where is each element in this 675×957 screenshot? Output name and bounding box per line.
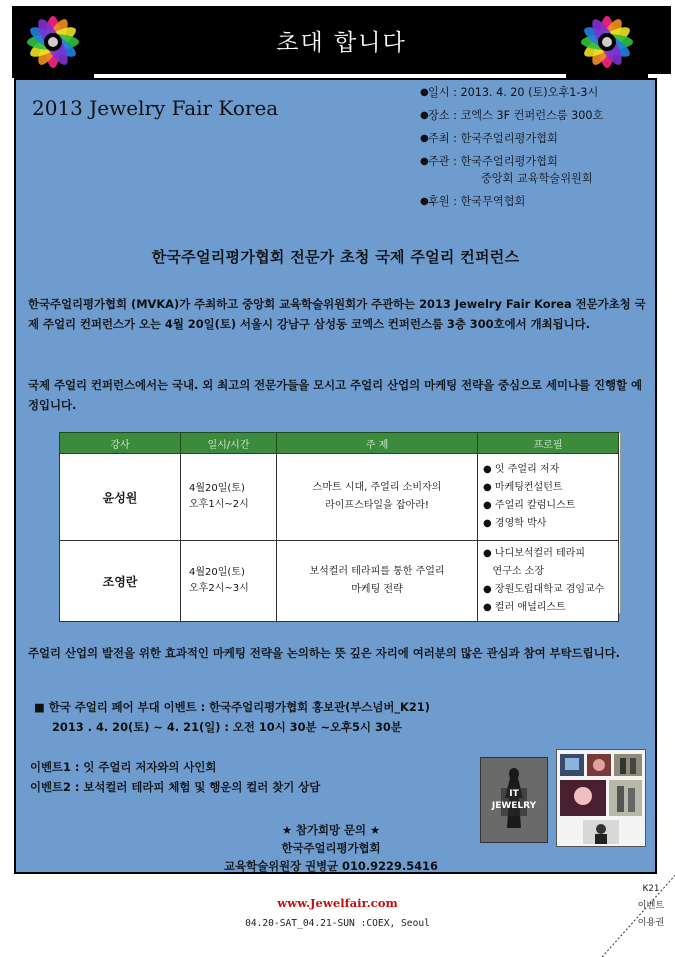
info-host: 주최 : 한국주얼리평가협회 (428, 132, 558, 145)
event-list (30, 757, 320, 797)
booth-label: 이벤트 (637, 900, 665, 911)
speaker-profile (478, 454, 619, 541)
book-poster-image (480, 757, 548, 843)
info-item (420, 155, 656, 186)
header-time: 일시/시간 (181, 433, 277, 454)
table-row (60, 454, 619, 541)
event-photos-image (556, 749, 646, 847)
session-topic (277, 454, 478, 541)
speaker-name: 윤성원 (60, 454, 181, 541)
info-item (420, 132, 656, 146)
contact-person: 교육학술위원장 권병균 010.9229.5416 (224, 859, 438, 873)
session-time (181, 541, 277, 622)
side-event-dates: 2013 . 4. 20(토) ~ 4. 21(일) : 오전 10시 30분 ~오후5시 30분 (52, 720, 402, 734)
event-title: 2013 Jewelry Fair Korea (32, 96, 279, 120)
profile-item: ● 나디보석컬러 테라피 (483, 548, 586, 559)
info-item (420, 195, 656, 209)
profile-item: ● 컬러 애널리스트 (483, 602, 566, 613)
schedule-table (59, 432, 619, 622)
bullet-icon: ● (420, 87, 429, 98)
header-topic: 주 제 (277, 433, 478, 454)
contact-org: 한국주얼리평가협회 (281, 841, 381, 855)
speaker-name: 조영란 (60, 541, 181, 622)
footer-dates: 04.20-SAT_04.21-SUN :COEX, Seoul (245, 918, 430, 929)
bullet-icon: ● (420, 156, 429, 167)
event-item: 이벤트2 : 보석컬러 테라피 체험 및 행운의 컬러 찾기 상담 (30, 780, 321, 794)
bullet-icon: ● (420, 133, 429, 144)
booth-tag (628, 880, 674, 931)
invitation-card (14, 78, 657, 874)
booth-number: K21 (642, 883, 660, 894)
event-item: 이벤트1 : 잇 주얼리 저자와의 사인회 (30, 760, 217, 774)
header (12, 6, 671, 78)
topic-line: 라이프스타일을 잡아라! (325, 500, 429, 511)
session-hours: 오후1시~2시 (189, 499, 249, 510)
session-date: 4월20일(토) (189, 483, 245, 494)
session-date: 4월20일(토) (189, 567, 245, 578)
speaker-profile (478, 541, 619, 622)
table-row (60, 541, 619, 622)
profile-item: ● 장원도립대학교 겸임교수 (483, 584, 605, 595)
booth-person: 이용권 (637, 917, 665, 928)
info-organizer-sub: 중앙회 교육학술위원회 (481, 172, 593, 185)
intro-paragraph: 한국주얼리평가협회 (MVKA)가 주최하고 중앙회 교육학술위원회가 주관하는 2013 Jewelry Fair Korea 전문가초청 국제 주얼리 컨퍼런스가 오는 4월 20일(토) 서울시 강남구 삼성동 코엑스 컨퍼런스룸 3층 300호에서 개최됩니다. (28, 297, 646, 331)
session-hours: 오후2시~3시 (189, 583, 249, 594)
seminar-paragraph: 국제 주얼리 컨퍼런스에서는 국내. 외 최고의 전문가들을 모시고 주얼리 산업의 마케팅 전략을 중심으로 세미나를 진행할 예정입니다. (28, 378, 642, 412)
schedule-header-row (60, 433, 619, 454)
contact-title: ★ 참가희망 문의 ★ (281, 823, 381, 837)
flower-logo-icon (12, 6, 94, 78)
profile-item: ● 잇 주얼리 저자 (483, 464, 560, 475)
bullet-icon: ● (420, 110, 429, 121)
profile-item: ● 마케팅컨설턴트 (483, 482, 563, 493)
bullet-icon: ● (420, 196, 429, 207)
flower-logo-icon (566, 6, 648, 78)
info-organizer: 주관 : 한국주얼리평가협회 (428, 155, 558, 168)
session-topic (277, 541, 478, 622)
info-date: 일시 : 2013. 4. 20 (토)오후1-3시 (428, 86, 599, 99)
poster-title-line: JEWELRY (491, 801, 537, 811)
conference-headline: 한국주얼리평가협회 전문가 초청 국제 주얼리 컨퍼런스 (151, 248, 520, 266)
topic-line: 스마트 시대, 주얼리 소비자의 (312, 482, 442, 493)
session-time (181, 454, 277, 541)
header-profile: 프로필 (478, 433, 619, 454)
website-link[interactable]: www.Jewelfair.com (277, 896, 398, 910)
topic-line: 마케팅 전략 (351, 584, 403, 595)
contact-info (196, 821, 466, 875)
side-event-title: ■ 한국 주얼리 페어 부대 이벤트 : 한국주얼리평가협회 홍보관(부스넘버_K21) (34, 700, 430, 714)
side-event-info (34, 697, 634, 737)
info-sponsor: 후원 : 한국무역협회 (428, 195, 526, 208)
info-venue: 장소 : 코엑스 3F 컨퍼런스룸 300호 (428, 109, 604, 122)
closing-paragraph: 주얼리 산업의 발전을 위한 효과적인 마케팅 전략을 논의하는 뜻 깊은 자리에 여러분의 많은 관심과 참여 부탁드립니다. (28, 646, 620, 660)
poster-title-line: IT (509, 789, 519, 799)
profile-item: ● 주얼리 칼럼니스트 (483, 500, 576, 511)
info-item (420, 109, 656, 123)
info-item (420, 86, 656, 100)
event-info-list (420, 86, 656, 218)
profile-item: 연구소 소장 (492, 566, 545, 577)
header-title: 초대 합니다 (276, 29, 407, 56)
topic-line: 보석컬러 테라피를 통한 주얼리 (309, 566, 445, 577)
header-speaker: 강사 (60, 433, 181, 454)
profile-item: ● 경영학 박사 (483, 518, 547, 529)
